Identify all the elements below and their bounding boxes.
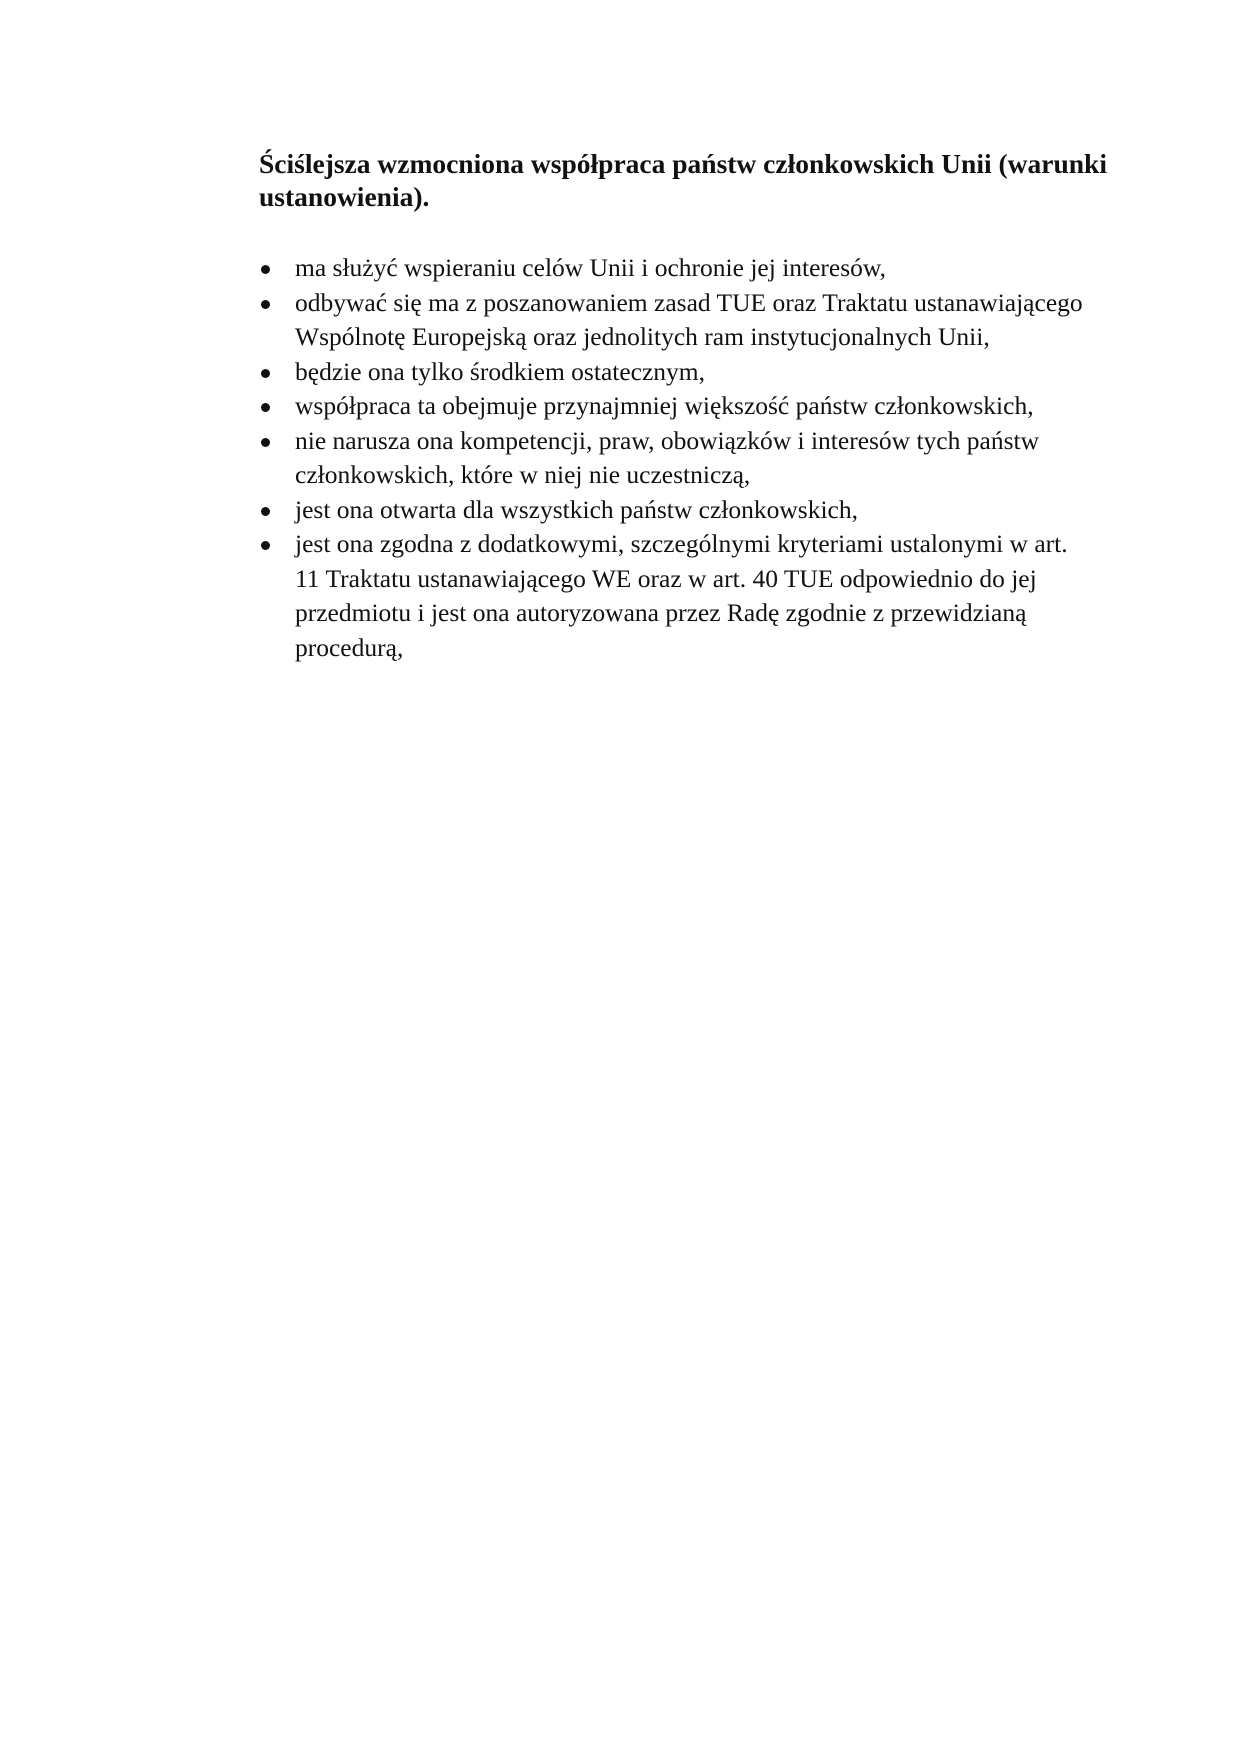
bullet-icon (261, 541, 270, 550)
list-item-text: jest ona zgodna z dodatkowymi, szczególnymi kryteriami ustalonymi w art. 11 Traktatu ustanawiającego WE oraz w art. 40 TUE odpowiednio do jej przedmiotu i jest ona autoryzowana przez Radę zgodnie z przewidzianą procedurą, (295, 529, 1068, 662)
bullet-icon (261, 403, 270, 412)
list-item (258, 389, 1098, 424)
list-item (258, 527, 1098, 665)
list-item-text: współpraca ta obejmuje przynajmniej większość państw członkowskich, (295, 391, 1034, 420)
list-item (258, 493, 1098, 528)
list-item-text: nie narusza ona kompetencji, praw, obowiązków i interesów tych państw członkowskich, które w niej nie uczestniczą, (295, 425, 1039, 489)
list-item-text: odbywać się ma z poszanowaniem zasad TUE oraz Traktatu ustanawiającego Wspólnotę Europejską oraz jednolitych ram instytucjonalnych Unii, (295, 287, 1083, 351)
bullet-icon (261, 300, 270, 309)
bullet-icon (261, 369, 270, 378)
list-item-text: jest ona otwarta dla wszystkich państw członkowskich, (295, 494, 858, 524)
document-title: Ściślejsza wzmocniona współpraca państw członkowskich Unii (warunki ustanowienia). (259, 148, 1107, 212)
bullet-icon (261, 507, 270, 516)
conditions-list (258, 251, 1098, 665)
list-item-text: będzie ona tylko środkiem ostatecznym, (295, 356, 706, 386)
list-item (258, 424, 1098, 493)
list-item (258, 251, 1098, 286)
list-item (258, 355, 1098, 390)
list-item-text: ma służyć wspieraniu celów Unii i ochronie jej interesów, (295, 253, 887, 282)
bullet-icon (261, 438, 270, 447)
bullet-icon (261, 265, 270, 274)
list-item (258, 286, 1098, 355)
